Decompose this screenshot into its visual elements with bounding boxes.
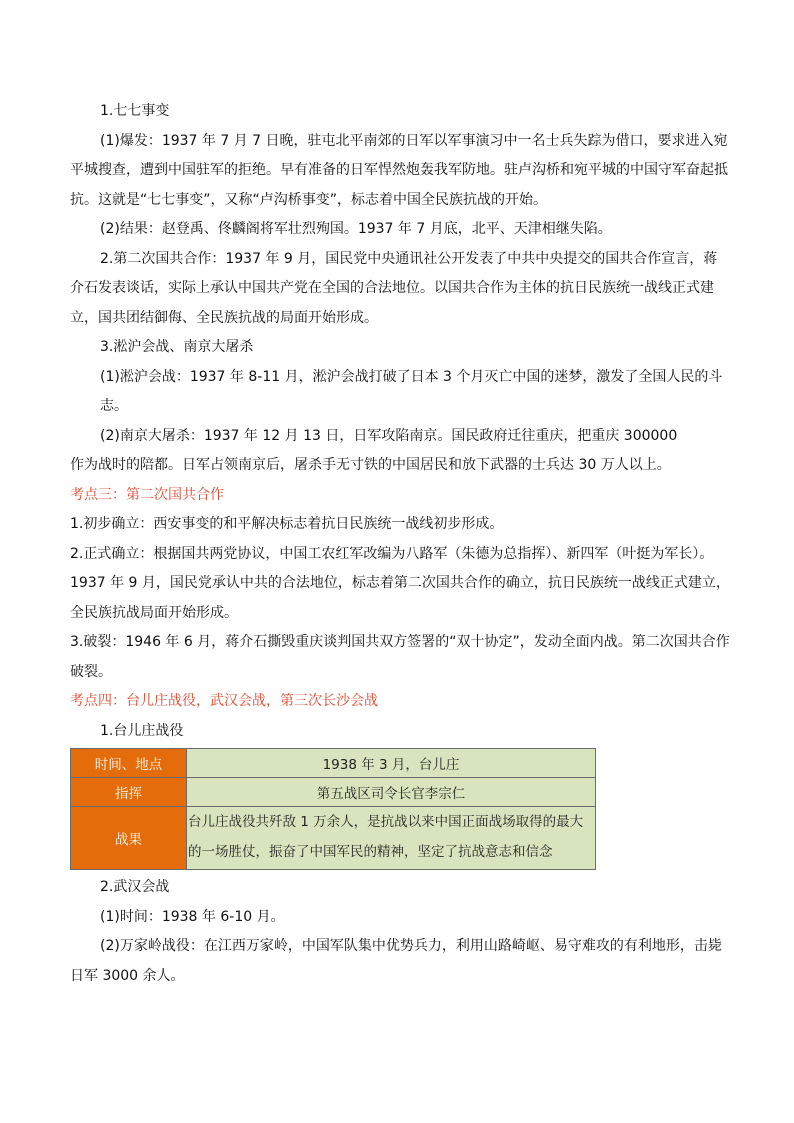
paragraph: 2.第二次国共合作：1937 年 9 月，国民党中央通讯社公开发表了中共中央提交的国共合作宣言，蒋介石发表谈话，实际上承认中国共产党在全国的合法地位。以国共合作为主体的抗日民族统一战线正式建立，国共团结御侮、全民族抗战的局面开始形成。: [70, 250, 718, 326]
document-content: [70, 97, 730, 991]
paragraph: 1.初步确立：西安事变的和平解决标志着抗日民族统一战线初步形成。: [70, 516, 504, 532]
paragraph: (1)时间：1938 年 6-10 月。: [100, 908, 285, 925]
table-value-cell: 1938 年 3 月，台儿庄: [187, 749, 596, 778]
kaodian-heading: 考点四：台儿庄战役，武汉会战，第三次长沙会战: [70, 693, 378, 709]
section-title: 1.台儿庄战役: [100, 722, 184, 739]
table-row: [71, 778, 596, 807]
table-key-cell: 指挥: [71, 778, 187, 807]
paragraph: 3.破裂：1946 年 6 月，蒋介石撕毁重庆谈判国共双方签署的“双十协定”，发动全面内战。第二次国共合作破裂。: [70, 634, 730, 680]
table-key-cell: 时间、地点: [71, 749, 187, 778]
paragraph: (1)淞沪会战：1937 年 8-11 月，淞沪会战打破了日本 3 个月灭亡中国的迷梦，激发了全国人民的斗志。: [100, 368, 723, 414]
paragraph: 2.正式确立：根据国共两党协议，中国工农红军改编为八路军（朱德为总指挥）、新四军（叶挺为军长）。1937 年 9 月，国民党承认中共的合法地位，标志着第二次国共合作的确立，抗日民族统一战线正式建立，全民族抗战局面开始形成。: [70, 545, 730, 621]
paragraph: (2)南京大屠杀：1937 年 12 月 13 日，日军攻陷南京。国民政府迁往重庆，把重庆 300000: [100, 427, 678, 444]
table-row: [71, 807, 596, 870]
battle-table: [70, 748, 596, 870]
paragraph: (2)结果：赵登禹、佟麟阁将军壮烈殉国。1937 年 7 月底，北平、天津相继失陷。: [100, 221, 612, 237]
section-title: 1.七七事变: [100, 103, 170, 119]
table-value-cell: 台儿庄战役共歼敌 1 万余人，是抗战以来中国正面战场取得的最大的一场胜仗，振奋了中国军民的精神，坚定了抗战意志和信念: [187, 807, 596, 870]
table-row: [71, 749, 596, 778]
section-title: 2.武汉会战: [100, 879, 170, 895]
paragraph: 作为战时的陪都。日军占领南京后，屠杀手无寸铁的中国居民和放下武器的士兵达 30 万人以上。: [70, 457, 671, 473]
table-key-cell: 战果: [71, 807, 187, 870]
paragraph: (1)爆发：1937 年 7 月 7 日晚，驻屯北平南郊的日军以军事演习中一名士兵失踪为借口，要求进入宛平城搜查，遭到中国驻军的拒绝。早有准备的日军悍然炮轰我军防地。驻卢沟桥和宛平城的中国守军奋起抵抗。这就是“七七事变”，又称“卢沟桥事变”，标志着中国全民族抗战的开始。: [70, 132, 728, 208]
table-value-cell: 第五战区司令长官李宗仁: [187, 778, 596, 807]
section-title: 3.淞沪会战、南京大屠杀: [100, 339, 254, 355]
kaodian-heading: 考点三：第二次国共合作: [70, 486, 224, 503]
paragraph: (2)万家岭战役：在江西万家岭，中国军队集中优势兵力，利用山路崎岖、易守难攻的有利地形，击毙日军 3000 余人。: [70, 938, 722, 984]
